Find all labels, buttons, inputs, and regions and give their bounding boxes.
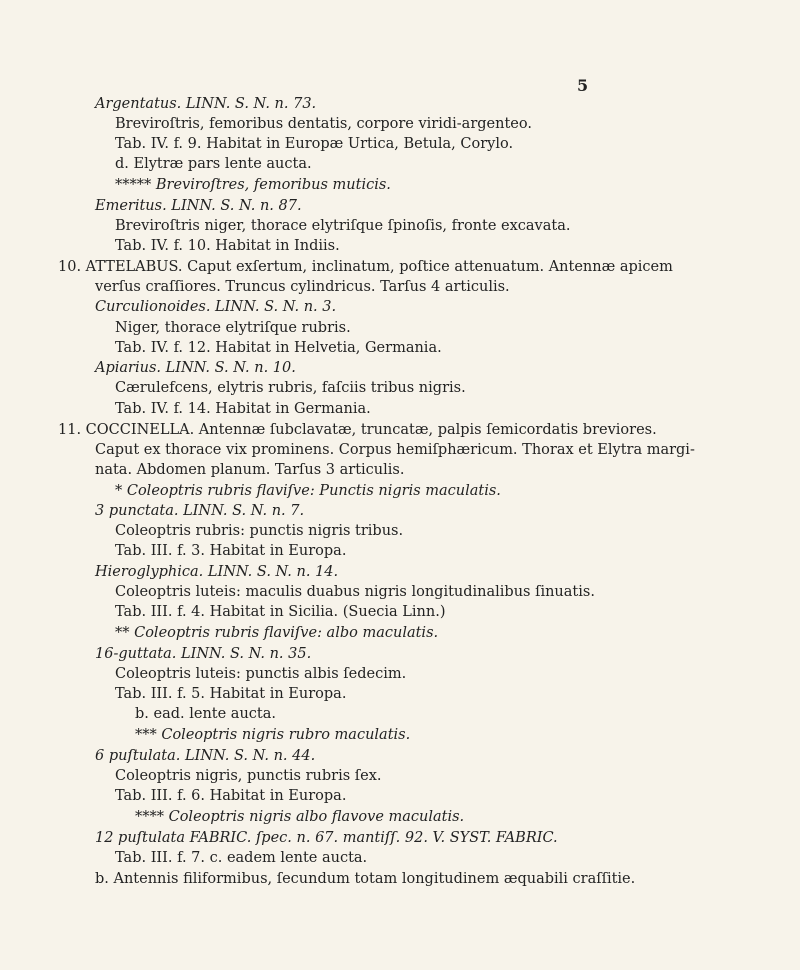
figure-note: d. Elytræ pars lente aucta. bbox=[115, 156, 312, 172]
page-number: 5 bbox=[577, 76, 589, 95]
plate-reference: Tab. IV. f. 12. Habitat in Helvetia, Germania. bbox=[115, 340, 442, 356]
species-heading: 12 puſtulata FABRIC. ſpec. n. 67. mantiſſ. 92. V. SYST. FABRIC. bbox=[95, 830, 558, 846]
species-heading: Emeritus. LINN. S. N. n. 87. bbox=[95, 198, 302, 214]
section-heading: **** Coleoptris nigris albo flavove maculatis. bbox=[135, 809, 465, 825]
genus-description: b. Antennis filiformibus, ſecundum totam longitudinem æquabili craſſitie. bbox=[95, 871, 636, 887]
description-line: Niger, thorace elytriſque rubris. bbox=[115, 320, 351, 336]
species-heading: 3 punctata. LINN. S. N. n. 7. bbox=[95, 503, 305, 519]
genus-heading: 10. ATTELABUS. Caput exſertum, inclinatum, poſtice attenuatum. Antennæ apicem bbox=[58, 259, 673, 275]
plate-reference: Tab. III. f. 4. Habitat in Sicilia. (Suecia Linn.) bbox=[115, 604, 446, 620]
genus-description: Caput ex thorace vix prominens. Corpus hemiſphæricum. Thorax et Elytra margi- bbox=[95, 442, 695, 458]
section-heading: ***** Breviroſtres, femoribus muticis. bbox=[115, 177, 391, 193]
species-heading: Hieroglyphica. LINN. S. N. n. 14. bbox=[95, 564, 339, 580]
species-heading: 16-guttata. LINN. S. N. n. 35. bbox=[95, 646, 312, 662]
description-line: Cærulefcens, elytris rubris, faſciis tribus nigris. bbox=[115, 380, 466, 396]
description-line: Breviroſtris, femoribus dentatis, corpore viridi-argenteo. bbox=[115, 116, 532, 132]
section-heading: *** Coleoptris nigris rubro maculatis. bbox=[135, 727, 411, 743]
genus-description: verſus craſſiores. Truncus cylindricus. Tarſus 4 articulis. bbox=[95, 279, 510, 295]
species-heading: 6 puſtulata. LINN. S. N. n. 44. bbox=[95, 748, 316, 764]
genus-heading: 11. COCCINELLA. Antennæ ſubclavatæ, truncatæ, palpis ſemicordatis breviores. bbox=[58, 422, 657, 438]
genus-description: nata. Abdomen planum. Tarſus 3 articulis. bbox=[95, 462, 405, 478]
plate-reference: Tab. III. f. 7. c. eadem lente aucta. bbox=[115, 850, 368, 866]
description-line: Coleoptris rubris: punctis nigris tribus. bbox=[115, 523, 404, 539]
plate-reference: Tab. IV. f. 9. Habitat in Europæ Urtica, Betula, Corylo. bbox=[115, 136, 514, 152]
section-heading: ** Coleoptris rubris flaviſve: albo maculatis. bbox=[115, 625, 439, 641]
section-heading: * Coleoptris rubris flaviſve: Punctis nigris maculatis. bbox=[115, 483, 501, 499]
description-line: Coleoptris nigris, punctis rubris ſex. bbox=[115, 768, 382, 784]
plate-reference: Tab. III. f. 5. Habitat in Europa. bbox=[115, 686, 347, 702]
description-line: Breviroſtris niger, thorace elytriſque ſpinoſis, fronte excavata. bbox=[115, 218, 571, 234]
description-line: Coleoptris luteis: maculis duabus nigris longitudinalibus ſinuatis. bbox=[115, 584, 595, 600]
plate-reference: Tab. III. f. 6. Habitat in Europa. bbox=[115, 788, 347, 804]
species-heading: Apiarius. LINN. S. N. n. 10. bbox=[95, 360, 296, 376]
species-heading: Curculionoides. LINN. S. N. n. 3. bbox=[95, 299, 337, 315]
plate-reference: Tab. IV. f. 10. Habitat in Indiis. bbox=[115, 238, 340, 254]
plate-reference: Tab. IV. f. 14. Habitat in Germania. bbox=[115, 401, 371, 417]
figure-note: b. ead. lente aucta. bbox=[135, 706, 276, 722]
plate-reference: Tab. III. f. 3. Habitat in Europa. bbox=[115, 543, 347, 559]
description-line: Coleoptris luteis: punctis albis ſedecim. bbox=[115, 666, 407, 682]
species-heading: Argentatus. LINN. S. N. n. 73. bbox=[95, 96, 317, 112]
